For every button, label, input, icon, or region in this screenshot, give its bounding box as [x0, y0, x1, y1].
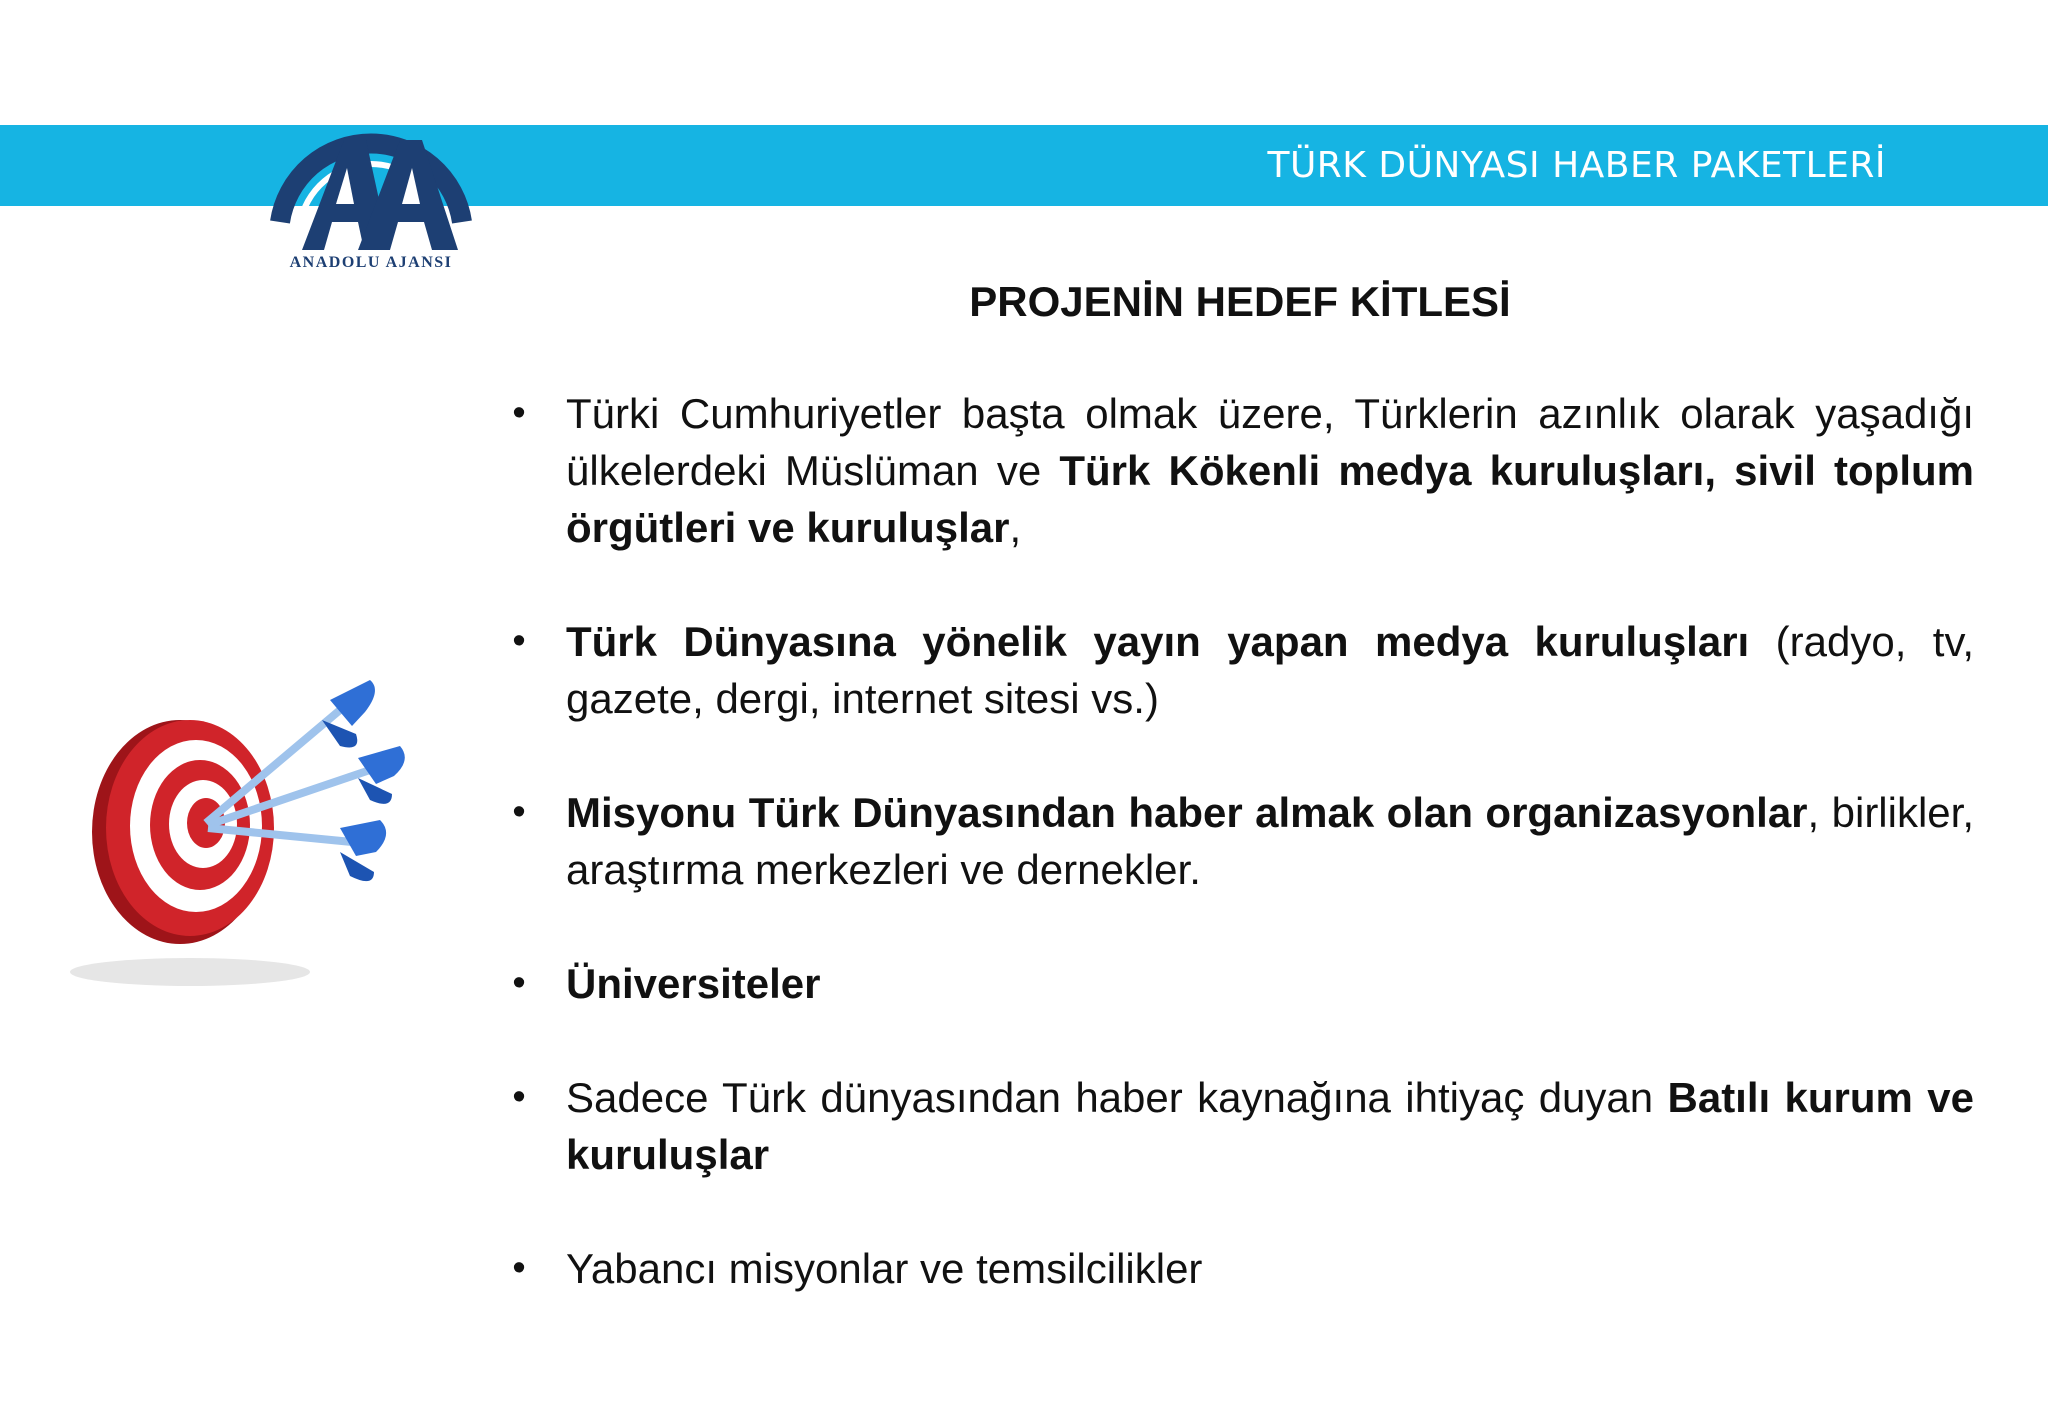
- logo-caption: ANADOLU AJANSI: [289, 254, 453, 271]
- bullet-text: ,: [1009, 504, 1022, 551]
- bullet-text-bold: Türk Dünyasına yönelik yayın yapan medya kuruluşları: [566, 618, 1750, 665]
- bullet-text: Sadece Türk dünyasından haber kaynağına ihtiyaç duyan: [566, 1074, 1668, 1121]
- anadolu-ajansi-logo: [262, 92, 480, 282]
- bullet-text: Türki Cumhuriyetler başta olmak üzere, Türklerin azınlık olarak yaşadığı ülkelerdeki Müslüman ve: [566, 390, 1974, 494]
- bullet-marker: •: [512, 1076, 526, 1118]
- bullet-marker: •: [512, 1247, 526, 1289]
- bullet-text: (radyo, tv, gazete, dergi, internet sitesi vs.): [566, 618, 1975, 722]
- bullet-marker: •: [512, 620, 526, 662]
- bullet-text-bold: Misyonu Türk Dünyasından haber almak olan organizasyonlar: [566, 789, 1808, 836]
- bullet-marker: •: [512, 962, 526, 1004]
- bullet-marker: •: [512, 791, 526, 833]
- bullet-item: [504, 1069, 1974, 1183]
- bullet-item: [504, 955, 1974, 1012]
- bullet-text: Yabancı misyonlar ve temsilcilikler: [566, 1245, 1203, 1292]
- logo-emblem-icon: [262, 92, 480, 262]
- bullet-item: [504, 385, 1974, 556]
- bullet-list: [504, 385, 1974, 1354]
- page-title: PROJENİN HEDEF KİTLESİ: [969, 278, 1511, 325]
- bullet-item: [504, 613, 1974, 727]
- bullet-text-bold: Türk Kökenli medya kuruluşları, sivil toplum örgütleri ve kuruluşlar: [566, 447, 1975, 551]
- bullet-text-bold: Üniversiteler: [566, 960, 821, 1007]
- bullet-item: [504, 784, 1974, 898]
- header-title: TÜRK DÜNYASI HABER PAKETLERİ: [1267, 145, 1886, 186]
- dartboard-illustration: [40, 660, 440, 1000]
- bullet-text-bold: Batılı kurum ve kuruluşlar: [566, 1074, 1974, 1178]
- bullet-item: [504, 1240, 1974, 1297]
- bullet-text: , birlikler, araştırma merkezleri ve dernekler.: [566, 789, 1974, 893]
- bullet-marker: •: [512, 392, 526, 434]
- dartboard-target-icon: [40, 660, 440, 1000]
